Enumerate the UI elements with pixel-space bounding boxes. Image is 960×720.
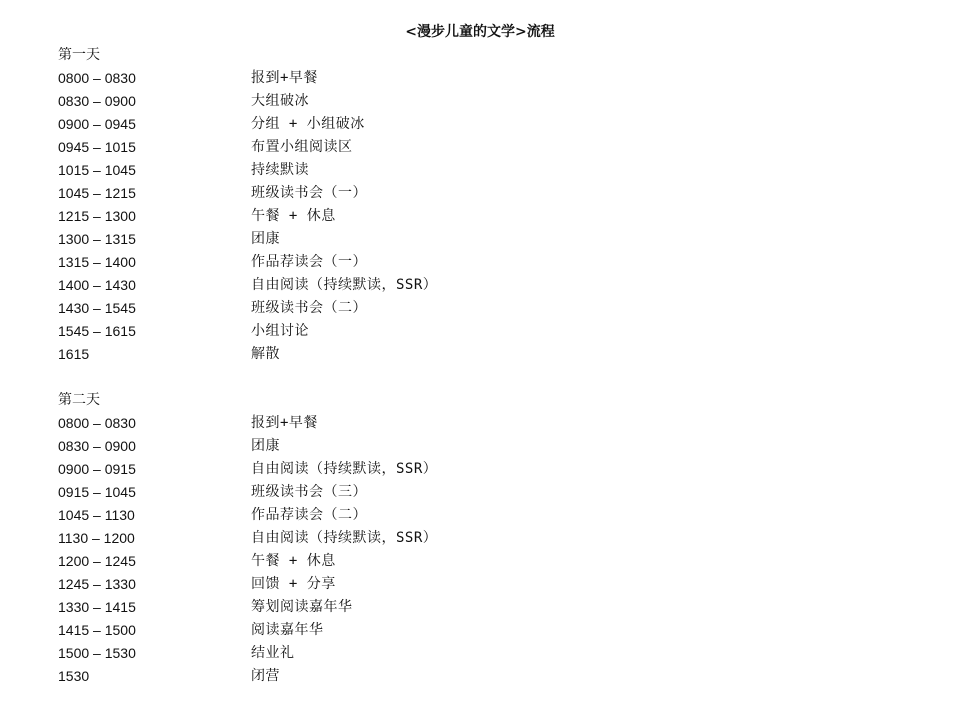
activity-label: 班级读书会（一） bbox=[251, 185, 367, 201]
activity-label: 班级读书会（三） bbox=[251, 484, 367, 500]
day-heading: 第二天 bbox=[58, 392, 100, 408]
time-range: 0800 – 0830 bbox=[58, 70, 136, 86]
schedule-row bbox=[58, 550, 618, 573]
time-range: 1430 – 1545 bbox=[58, 300, 136, 316]
schedule-row bbox=[58, 67, 618, 90]
activity-label: 报到+早餐 bbox=[251, 415, 318, 431]
activity-label: 班级读书会（二） bbox=[251, 300, 367, 316]
time-range: 0830 – 0900 bbox=[58, 93, 136, 109]
activity-label: 筹划阅读嘉年华 bbox=[251, 599, 353, 615]
time-range: 1045 – 1215 bbox=[58, 185, 136, 201]
schedule-row bbox=[58, 205, 618, 228]
activity-label: 布置小组阅读区 bbox=[251, 139, 353, 155]
schedule-list bbox=[58, 67, 618, 366]
activity-label: 团康 bbox=[251, 231, 280, 247]
time-range: 1130 – 1200 bbox=[58, 530, 135, 546]
day-heading: 第一天 bbox=[58, 47, 100, 63]
activity-label: 解散 bbox=[251, 346, 280, 362]
time-range: 0900 – 0945 bbox=[58, 116, 136, 132]
time-range: 1300 – 1315 bbox=[58, 231, 136, 247]
day-two-schedule bbox=[58, 389, 618, 688]
schedule-row bbox=[58, 642, 618, 665]
activity-label: 回馈 + 分享 bbox=[251, 576, 336, 592]
activity-label: 阅读嘉年华 bbox=[251, 622, 324, 638]
activity-label: 自由阅读（持续默读，SSR） bbox=[251, 461, 438, 477]
time-range: 1530 bbox=[58, 668, 90, 684]
time-range: 0800 – 0830 bbox=[58, 415, 136, 431]
time-range: 1615 bbox=[58, 346, 90, 362]
time-range: 1200 – 1245 bbox=[58, 553, 136, 569]
schedule-row bbox=[58, 481, 618, 504]
schedule-list bbox=[58, 412, 618, 688]
time-range: 1245 – 1330 bbox=[58, 576, 136, 592]
activity-label: 大组破冰 bbox=[251, 93, 309, 109]
activity-label: 团康 bbox=[251, 438, 280, 454]
schedule-row bbox=[58, 435, 618, 458]
schedule-row bbox=[58, 251, 618, 274]
time-range: 1315 – 1400 bbox=[58, 254, 136, 270]
schedule-row bbox=[58, 320, 618, 343]
time-range: 1215 – 1300 bbox=[58, 208, 136, 224]
activity-label: 报到+早餐 bbox=[251, 70, 318, 86]
time-range: 1500 – 1530 bbox=[58, 645, 136, 661]
activity-label: 闭营 bbox=[251, 668, 280, 684]
schedule-row bbox=[58, 596, 618, 619]
activity-label: 自由阅读（持续默读，SSR） bbox=[251, 530, 438, 546]
time-range: 1400 – 1430 bbox=[58, 277, 136, 293]
schedule-row bbox=[58, 182, 618, 205]
schedule-row bbox=[58, 458, 618, 481]
time-range: 1330 – 1415 bbox=[58, 599, 136, 615]
activity-label: 结业礼 bbox=[251, 645, 295, 661]
activity-label: 午餐 + 休息 bbox=[251, 208, 336, 224]
schedule-row bbox=[58, 665, 618, 688]
schedule-row bbox=[58, 619, 618, 642]
schedule-row bbox=[58, 90, 618, 113]
document-title: <漫步儿童的文学>流程 bbox=[405, 24, 555, 40]
activity-label: 自由阅读（持续默读，SSR） bbox=[251, 277, 438, 293]
schedule-row bbox=[58, 343, 618, 366]
schedule-row bbox=[58, 274, 618, 297]
time-range: 1415 – 1500 bbox=[58, 622, 136, 638]
time-range: 1545 – 1615 bbox=[58, 323, 136, 339]
activity-label: 作品荐读会（二） bbox=[251, 507, 367, 523]
schedule-row bbox=[58, 504, 618, 527]
schedule-row bbox=[58, 573, 618, 596]
time-range: 0945 – 1015 bbox=[58, 139, 136, 155]
activity-label: 持续默读 bbox=[251, 162, 309, 178]
day-one-schedule bbox=[58, 44, 618, 366]
activity-label: 作品荐读会（一） bbox=[251, 254, 367, 270]
schedule-row bbox=[58, 527, 618, 550]
activity-label: 分组 + 小组破冰 bbox=[251, 116, 365, 132]
time-range: 1015 – 1045 bbox=[58, 162, 136, 178]
time-range: 1045 – 1130 bbox=[58, 507, 135, 523]
time-range: 0900 – 0915 bbox=[58, 461, 136, 477]
schedule-row bbox=[58, 136, 618, 159]
time-range: 0830 – 0900 bbox=[58, 438, 136, 454]
schedule-row bbox=[58, 412, 618, 435]
schedule-row bbox=[58, 113, 618, 136]
activity-label: 小组讨论 bbox=[251, 323, 309, 339]
activity-label: 午餐 + 休息 bbox=[251, 553, 336, 569]
schedule-row bbox=[58, 228, 618, 251]
schedule-row bbox=[58, 297, 618, 320]
schedule-row bbox=[58, 159, 618, 182]
time-range: 0915 – 1045 bbox=[58, 484, 136, 500]
